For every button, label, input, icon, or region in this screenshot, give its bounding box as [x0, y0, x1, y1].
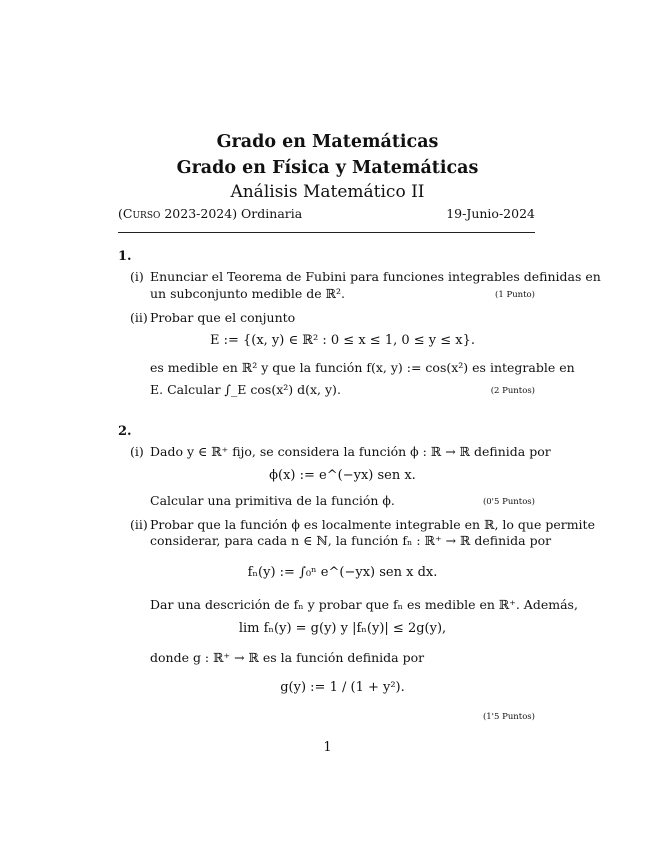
exam-date: 19-Junio-2024 — [446, 206, 535, 221]
problem-2-part-i-label: (i) — [130, 444, 144, 459]
g-definition: g(y) := 1 / (1 + y²). — [280, 680, 405, 695]
problem-2-part-ii-line-2: considerar, para cada n ∈ ℕ, la función fₙ : ℝ⁺ → ℝ definida por — [150, 533, 552, 548]
problem-2-part-ii-label: (ii) — [130, 517, 148, 532]
problem-2-part-i-points: (0'5 Puntos) — [482, 497, 535, 507]
problem-1-part-i-label: (i) — [130, 269, 144, 284]
degree-title-2: Grado en Física y Matemáticas — [176, 158, 479, 178]
limit-equation: lim fₙ(y) = g(y) y |fₙ(y)| ≤ 2g(y), — [238, 621, 447, 636]
fn-definition: fₙ(y) := ∫₀ⁿ e^(−yx) sen x dx. — [247, 565, 438, 580]
problem-1-part-i-points: (1 Punto) — [495, 290, 535, 300]
problem-1-part-ii-line-2: es medible en ℝ² y que la función f(x, y) := cos(x²) es integrable en — [150, 360, 575, 375]
problem-2-part-i-line-2: Calcular una primitiva de la función ϕ. — [150, 493, 395, 508]
problem-2-part-ii-line-3: Dar una descrición de fₙ y probar que fₙ es medible en ℝ⁺. Además, — [150, 597, 578, 612]
degree-title-1: Grado en Matemáticas — [216, 132, 439, 152]
problem-1-part-ii-line-1: Probar que el conjunto — [150, 310, 296, 325]
page-number: 1 — [323, 740, 332, 755]
course-info: (Curso 2023-2024) Ordinaria — [118, 206, 303, 221]
subject-title: Análisis Matemático II — [230, 182, 425, 202]
problem-1-part-ii-label: (ii) — [130, 310, 148, 325]
phi-definition: ϕ(x) := e^(−yx) sen x. — [269, 468, 416, 483]
problem-2-part-ii-points: (1'5 Puntos) — [482, 712, 535, 722]
problem-1-part-i-line-1: Enunciar el Teorema de Fubini para funciones integrables definidas en — [150, 269, 601, 284]
problem-1-part-i-line-2: un subconjunto medible de ℝ². — [150, 286, 345, 301]
problem-2-part-i-line-1: Dado y ∈ ℝ⁺ fijo, se considera la función ϕ : ℝ → ℝ definida por — [150, 444, 551, 459]
header-rule — [118, 232, 535, 233]
problem-2-part-ii-line-1: Probar que la función ϕ es localmente integrable en ℝ, lo que permite — [150, 517, 595, 532]
problem-1-part-ii-line-3: E. Calcular ∫_E cos(x²) d(x, y). — [150, 382, 341, 397]
problem-2-number: 2. — [118, 424, 132, 439]
problem-1-part-ii-points: (2 Puntos) — [490, 386, 535, 396]
problem-2-part-ii-line-4: donde g : ℝ⁺ → ℝ es la función definida por — [150, 650, 425, 665]
set-e-definition: E := {(x, y) ∈ ℝ² : 0 ≤ x ≤ 1, 0 ≤ y ≤ x}. — [209, 333, 476, 348]
problem-1-number: 1. — [118, 249, 132, 264]
